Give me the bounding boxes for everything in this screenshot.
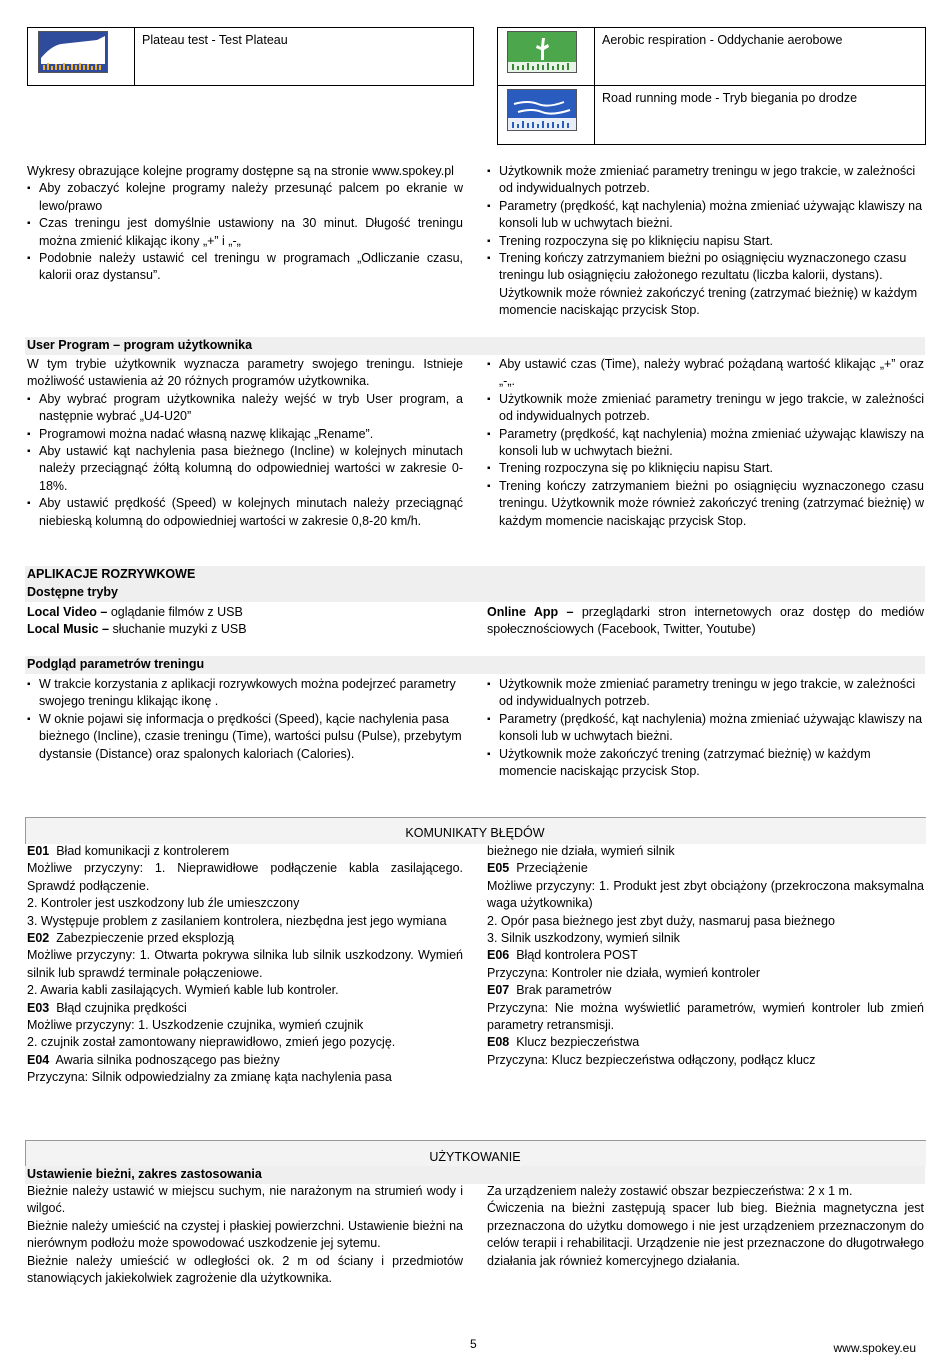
usage-paragraph: Ćwiczenia na bieżni zastępują spacer lub bieg. Bieżnia magnetyczna jest przeznaczona do użytku domowego i nie jest urządzeniem przeznaczonym do celów terapii i rehabilitacji. Urządzenie nie jest przeznaczone do długotrwałego działania jak również komercyjnego działania. [487, 1201, 924, 1268]
error-code: E07 [487, 983, 510, 998]
online-app-label: Online App – [487, 605, 574, 619]
error-line: Przyczyna: Silnik odpowiedzialny za zmianę kąta nachylenia pasa [27, 1070, 392, 1085]
programs-intro: Wykresy obrazujące kolejne programy dostępne są na stronie www.spokey.pl [27, 164, 454, 178]
apps-subtitle: Dostępne tryby [27, 585, 118, 599]
error-line: 2. czujnik został zamontowany nieprawidłowo, zmień jego pozycję. [27, 1035, 396, 1050]
user-program-left [27, 356, 463, 530]
aerobic-label: Aerobic respiration - Oddychanie aerobowe [602, 33, 843, 47]
user-program-intro: W tym trybie użytkownik wyznacza parametry swojego treningu. Istnieje możliwość ustawienia aż 20 różnych programów użytkownika. [27, 357, 463, 389]
aerobic-chart-icon [507, 31, 577, 73]
list-item: ▪ Parametry (prędkość, kąt nachylenia) można zmieniać używając klawiszy na konsoli lub w uchwytach bieżni. [487, 711, 924, 746]
user-program-right [487, 356, 924, 530]
error-title: Błąd czujnika prędkości [56, 1000, 187, 1015]
error-title: Awaria silnika podnoszącego pas bieżny [55, 1052, 280, 1067]
list-item: ▪ Podobnie należy ustawić cel treningu w programach „Odliczanie czasu, kalorii oraz dystansu”. [27, 250, 463, 285]
error-code: E01 [27, 844, 50, 858]
list-item: ▪ W oknie pojawi się informacja o prędkości (Speed), kącie nachylenia pasa bieżnego (Incline), czasie treningu (Time), wartości pulsu (Pulse), przebytym dystansie (Distance) oraz spalonych kaloriach (Calories). [27, 711, 463, 763]
preview-right [487, 676, 924, 780]
error-line: Przyczyna: Klucz bezpieczeństwa odłączony, podłącz klucz [487, 1052, 816, 1067]
usage-paragraph: Bieżnie należy umieścić w odległości ok. 2 m od ściany i przedmiotów stanowiących jakiekolwiek zagrożenie dla użytkownika. [27, 1253, 463, 1286]
error-line: 3. Występuje problem z zasilaniem kontrolera, niezbędna jest jego wymiana [27, 913, 447, 928]
error-line: Możliwe przyczyny: 1. Produkt jest zbyt obciążony (przekroczona maksymalna waga użytkownika) [487, 878, 924, 911]
error-line: 2. Kontroler jest uszkodzony lub źle umieszczony [27, 896, 300, 911]
apps-modes-right [487, 604, 924, 639]
online-app-text: przeglądarki stron internetowych oraz dostęp do mediów społecznościowych (Facebook, Twitter, Youtube) [487, 605, 925, 637]
local-video-label: Local Video – [27, 605, 108, 619]
error-code: E04 [27, 1052, 50, 1067]
usage-right [487, 1183, 924, 1270]
list-item: ▪ Trening kończy zatrzymaniem bieżni po osiągnięciu wyznaczonego czasu treningu. Użytkownik może również zakończyć trening (zatrzymać bieżnię) w każdym momencie naciskając przycisk Stop. [487, 478, 924, 530]
error-line: Możliwe przyczyny: 1. Nieprawidłowe podłączenie kabla zasilającego. Sprawdź podłączenie. [27, 861, 463, 893]
usage-paragraph: Za urządzeniem należy zostawić obszar bezpieczeństwa: 2 x 1 m. [487, 1184, 853, 1198]
errors-right [487, 843, 924, 1069]
program-table-left [27, 27, 474, 86]
section1-right [487, 163, 924, 320]
error-code: E05 [487, 861, 510, 876]
list-item: ▪ Czas treningu jest domyślnie ustawiony na 30 minut. Długość treningu można zmienić klikając ikony „+” i „-„ [27, 215, 463, 250]
program-table-right [497, 27, 926, 145]
error-line: bieżnego nie działa, wymień silnik [487, 844, 675, 858]
error-line: Przyczyna: Kontroler nie działa, wymień kontroler [487, 965, 761, 980]
local-music-text: słuchanie muzyki z USB [108, 622, 247, 637]
list-item: ▪ Aby ustawić kąt nachylenia pasa bieżnego (Incline) w kolejnych minutach należy przeciągnąć żółtą kolumną do odpowiedniej wartości w zakresie 0-18%. [27, 443, 463, 495]
section1-left [27, 163, 463, 285]
errors-title: KOMUNIKATY BŁĘDÓW [405, 826, 545, 840]
error-title: Bład komunikacji z kontrolerem [56, 844, 230, 858]
list-item: ▪ Użytkownik może zakończyć trening (zatrzymać bieżnię) w każdym momencie naciskając przycisk Stop. [487, 746, 924, 781]
error-title: Zabezpieczenie przed eksplozją [56, 931, 235, 946]
preview-left [27, 676, 463, 763]
errors-left [27, 843, 463, 1087]
footer-site: www.spokey.eu [833, 1341, 916, 1355]
plateau-chart-icon [38, 31, 108, 73]
list-item: ▪ Trening rozpoczyna się po kliknięciu napisu Start. [487, 460, 924, 477]
error-line: Możliwe przyczyny: 1. Otwarta pokrywa silnika lub silnik uszkodzony. Wymień silnik lub sprawdź terminale połączeniowe. [27, 948, 463, 980]
list-item: ▪ Trening rozpoczyna się po kliknięciu napisu Start. [487, 233, 924, 250]
error-code: E03 [27, 1000, 50, 1015]
preview-title: Podgląd parametrów treningu [27, 657, 205, 671]
error-code: E06 [487, 948, 510, 963]
list-item: ▪ Użytkownik może zmieniać parametry treningu w jego trakcie, w zależności od indywidualnych potrzeb. [487, 391, 924, 426]
list-item: ▪ Trening kończy zatrzymaniem bieżni po osiągnięciu wyznaczonego czasu treningu lub osiągnięciu założonego rezultatu (liczba kalorii, dystans). Użytkownik może również zakończyć trening (zatrzymać bieżnię) w każdym momencie naciskając przycisk Stop. [487, 250, 924, 320]
error-line: Możliwe przyczyny: 1. Uszkodzenie czujnika, wymień czujnik [27, 1018, 364, 1033]
error-line: 2. Awaria kabli zasilających. Wymień kable lub kontroler. [27, 983, 339, 998]
local-music-label: Local Music – [27, 622, 109, 637]
list-item: ▪ Aby zobaczyć kolejne programy należy przesunąć palcem po ekranie w lewo/prawo [27, 180, 463, 215]
error-code: E08 [487, 1035, 510, 1050]
apps-title: APLIKACJE ROZRYWKOWE [27, 567, 196, 581]
user-program-title: User Program – program użytkownika [27, 338, 253, 352]
road-label: Road running mode - Tryb biegania po drodze [602, 91, 858, 105]
list-item: ▪ Użytkownik może zmieniać parametry treningu w jego trakcie, w zależności od indywidualnych potrzeb. [487, 676, 924, 711]
error-title: Klucz bezpieczeństwa [516, 1035, 640, 1050]
error-line: 2. Opór pasa bieżnego jest zbyt duży, nasmaruj pasa bieżnego [487, 913, 835, 928]
error-title: Przeciążenie [516, 861, 588, 876]
list-item: ▪ Użytkownik może zmieniać parametry treningu w jego trakcie, w zależności od indywidualnych potrzeb. [487, 163, 924, 198]
road-chart-icon [507, 89, 577, 131]
list-item: ▪ Aby ustawić czas (Time), należy wybrać pożądaną wartość klikając „+” oraz „-„. [487, 356, 924, 391]
plateau-label: Plateau test - Test Plateau [142, 33, 288, 47]
error-code: E02 [27, 931, 50, 946]
usage-subtitle: Ustawienie bieżni, zakres zastosowania [27, 1167, 262, 1181]
list-item: ▪ Aby wybrać program użytkownika należy wejść w tryb User program, a następnie wybrać „U4-U20” [27, 391, 463, 426]
list-item: ▪ Parametry (prędkość, kąt nachylenia) można zmieniać używając klawiszy na konsoli lub w uchwytach bieżni. [487, 198, 924, 233]
list-item: ▪ Aby ustawić prędkość (Speed) w kolejnych minutach należy przeciągnąć niebieską kolumną do odpowiedniej wartości w zakresie 0,8-20 km/h. [27, 495, 463, 530]
usage-title: UŻYTKOWANIE [429, 1150, 521, 1164]
usage-paragraph: Bieżnie należy umieścić na czystej i płaskiej powierzchni. Ustawienie bieżni na nierównym podłożu może spowodować uszkodzenie jej sytemu. [27, 1218, 463, 1251]
local-video-text: oglądanie filmów z USB [107, 605, 243, 619]
list-item: ▪ W trakcie korzystania z aplikacji rozrywkowych można podejrzeć parametry swojego treningu klikając ikonę . [27, 676, 463, 711]
usage-left [27, 1183, 463, 1287]
list-item: ▪ Parametry (prędkość, kąt nachylenia) można zmieniać używając klawiszy na konsoli lub w uchwytach bieżni. [487, 426, 924, 461]
error-line: 3. Silnik uszkodzony, wymień silnik [487, 931, 680, 946]
list-item: ▪ Programowi można nadać własną nazwę klikając „Rename”. [27, 426, 463, 443]
page-number: 5 [470, 1337, 477, 1351]
error-title: Błąd kontrolera POST [516, 948, 638, 963]
error-line: Przyczyna: Nie można wyświetlić parametrów, wymień kontroler lub zmień parametry retransmisji. [487, 1000, 924, 1033]
error-title: Brak parametrów [516, 983, 612, 998]
usage-paragraph: Bieżnie należy ustawić w miejscu suchym, nie narażonym na strumień wody i wilgoć. [27, 1184, 463, 1216]
apps-modes-left [27, 604, 463, 639]
